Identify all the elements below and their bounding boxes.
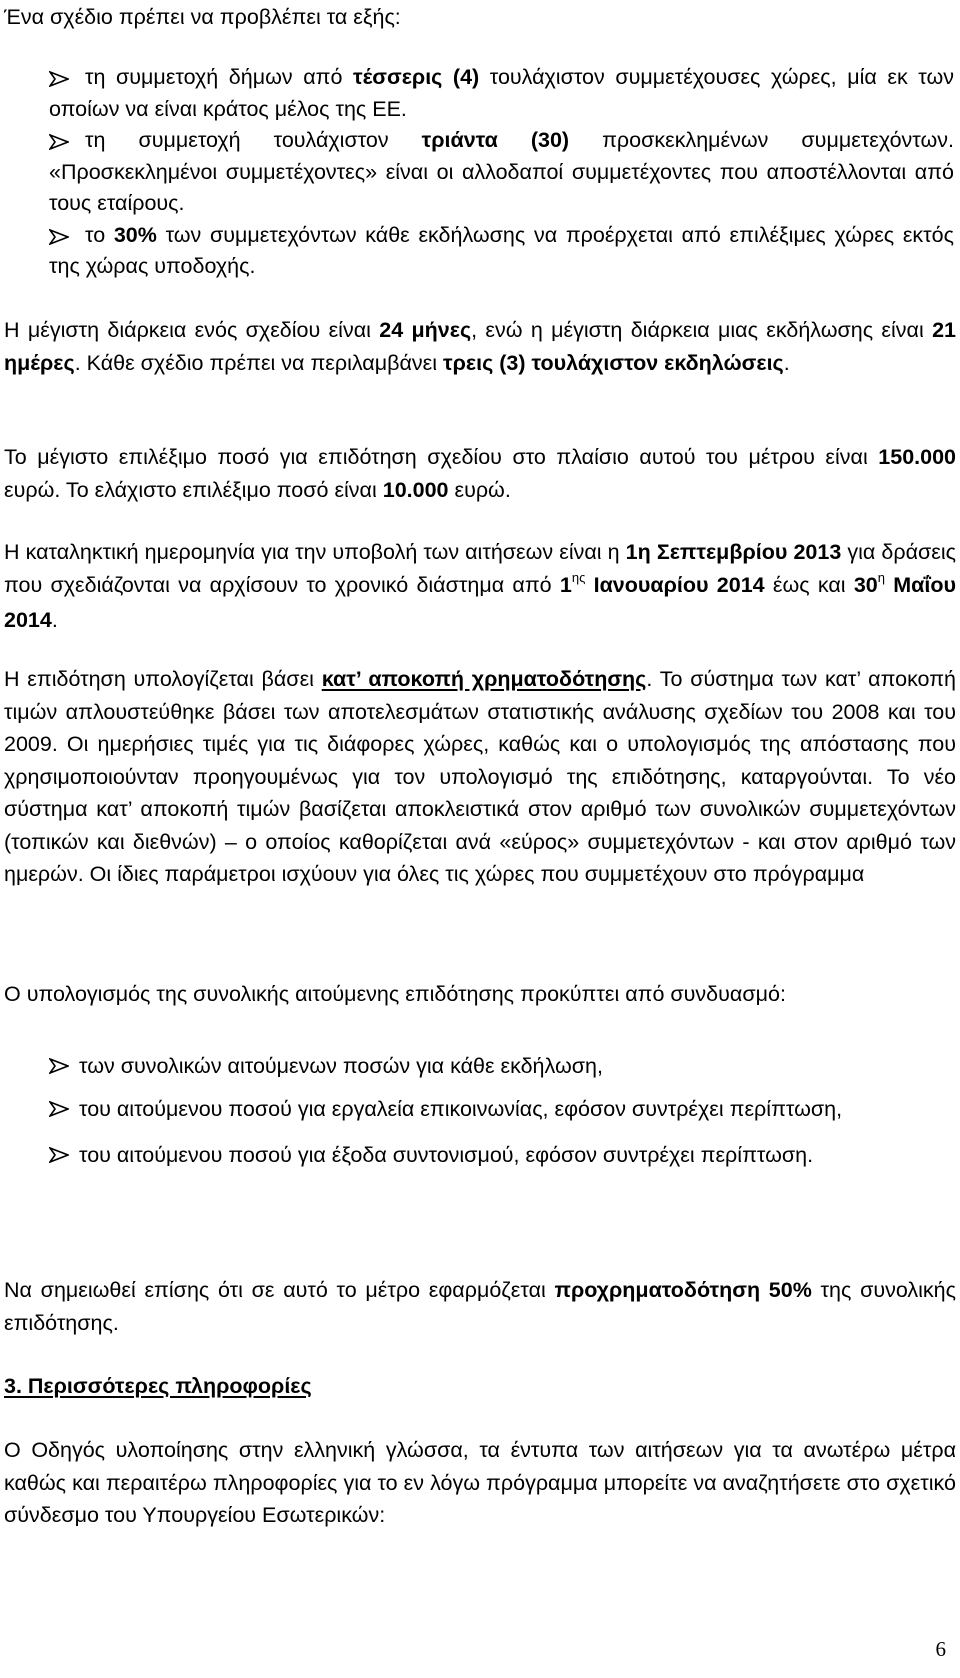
- list-item: το 30% των συμμετεχόντων κάθε εκδήλωσης να προέρχεται από επιλέξιμες χώρες εκτός της χώρας υποδοχής.: [49, 222, 954, 278]
- section-heading: 3. Περισσότερες πληροφορίες: [4, 1374, 312, 1398]
- list-item: του αιτούμενου ποσού για εργαλεία επικοινωνίας, εφόσον συντρέχει περίπτωση,: [0, 1086, 960, 1132]
- arrow-bullet-icon: [49, 71, 69, 87]
- info-paragraph: Ο Οδηγός υλοποίησης στην ελληνική γλώσσα, τα έντυπα των αιτήσεων για τα ανωτέρω μέτρα καθώς και περαιτέρω πληροφορίες για το εν λόγω πρόγραμμα μπορείτε να αναζητήσετε στο σχετικό σύνδεσμο του Υπουργείου Εσωτερικών:: [4, 1438, 956, 1527]
- calculation-list: [0, 1046, 960, 1178]
- arrow-bullet-icon: [49, 1058, 69, 1074]
- arrow-bullet-icon: [49, 229, 69, 245]
- list-item: τη συμμετοχή τουλάχιστον τριάντα (30) προσκεκλημένων συμμετεχόντων. «Προσκεκλημένοι συμμετέχοντες» είναι οι αλλοδαποί συμμετέχοντες που αποστέλλονται από τους εταίρους.: [49, 128, 954, 215]
- intro-text: Ένα σχέδιο πρέπει να προβλέπει τα εξής:: [4, 5, 401, 29]
- funding-paragraph: Η επιδότηση υπολογίζεται βάσει κατ’ αποκοπή χρηματοδότησης. Το σύστημα των κατ’ αποκοπή τιμών απλουστεύθηκε βάσει των αποτελεσμάτων στατιστικής ανάλυσης σχεδίων του 2008 και του 2009. Οι ημερήσιες τιμές για τις διάφορες χώρες, καθώς και ο υπολογισμός της απόστασης που χρησιμοποιούνταν προηγουμένως για τον υπολογισμό της επιδότησης, καταργούνται. Το νέο σύστημα κατ’ αποκοπή τιμών βασίζεται αποκλειστικά στον αριθμό των συνολικών συμμετεχόντων (τοπικών και διεθνών) – ο οποίος καθορίζεται ανά «εύρος» συμμετεχόντων - και στον αριθμό των ημερών. Οι ίδιες παράμετροι ισχύουν για όλες τις χώρες που συμμετέχουν στο πρόγραμμα: [4, 667, 957, 886]
- duration-paragraph: Η μέγιστη διάρκεια ενός σχεδίου είναι 24 μήνες, ενώ η μέγιστη διάρκεια μιας εκδήλωσης είναι 21 ημέρες. Κάθε σχέδιο πρέπει να περιλαμβάνει τρεις (3) τουλάχιστον εκδηλώσεις.: [4, 318, 956, 375]
- list-item: του αιτούμενου ποσού για έξοδα συντονισμού, εφόσον συντρέχει περίπτωση.: [0, 1132, 960, 1178]
- arrow-bullet-icon: [49, 1147, 69, 1163]
- cofinancing-paragraph: Να σημειωθεί επίσης ότι σε αυτό το μέτρο εφαρμόζεται προχρηματοδότηση 50% της συνολικής επιδότησης.: [4, 1278, 956, 1335]
- arrow-bullet-icon: [49, 1101, 69, 1117]
- list-item: τη συμμετοχή δήμων από τέσσερις (4) τουλάχιστον συμμετέχουσες χώρες, μία εκ των οποίων να είναι κράτος μέλος της ΕΕ.: [49, 65, 954, 121]
- arrow-bullet-icon: [49, 134, 69, 150]
- deadline-paragraph: Η καταληκτική ημερομηνία για την υποβολή των αιτήσεων είναι η 1η Σεπτεμβρίου 2013 για δράσεις που σχεδιάζονται να αρχίσουν το χρονικό διάστημα από $1^{\eta\varsigma}$ Ιανουαρίου 2014 έως και $30^\eta$ Μαΐου 2014.: [4, 540, 956, 632]
- calculation-intro: Ο υπολογισμός της συνολικής αιτούμενης επιδότησης προκύπτει από συνδυασμό:: [4, 982, 786, 1006]
- amount-paragraph: Το μέγιστο επιλέξιμο ποσό για επιδότηση σχεδίου στο πλαίσιο αυτού του μέτρου είναι 150.000 ευρώ. Το ελάχιστο επιλέξιμο ποσό είναι 10.000 ευρώ.: [4, 445, 956, 502]
- requirements-list: [0, 62, 960, 283]
- page-number: 6: [935, 1637, 946, 1661]
- list-item: των συνολικών αιτούμενων ποσών για κάθε εκδήλωση,: [0, 1046, 960, 1086]
